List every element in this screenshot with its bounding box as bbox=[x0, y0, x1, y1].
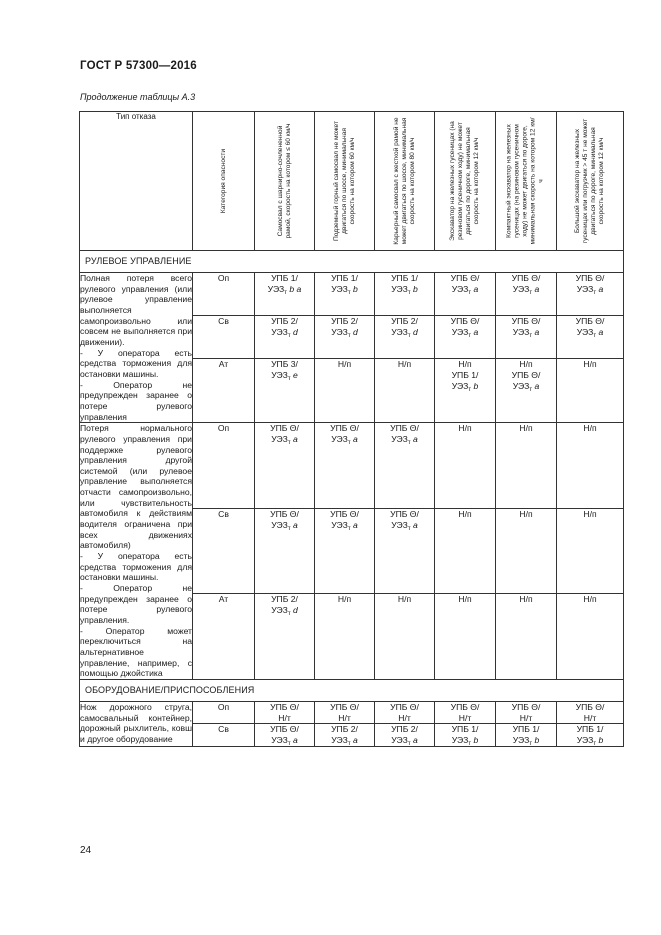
requirement-cell bbox=[255, 316, 315, 359]
table-row bbox=[80, 423, 624, 509]
cell-line: $УЭЗ_т$ b bbox=[512, 735, 540, 748]
cell-line: Н/т bbox=[398, 712, 411, 723]
cell-line: $УЭЗ_т$ b bbox=[451, 380, 479, 393]
cell-line: УПБ Θ/ bbox=[450, 701, 480, 712]
cell-line: УПБ Θ/ bbox=[511, 273, 541, 283]
cell-line: Н/т bbox=[278, 712, 291, 723]
integrity-code: d bbox=[350, 326, 358, 337]
cell-line: $УЭЗ_т$ b bbox=[331, 283, 358, 296]
hazard-category: Оп bbox=[193, 701, 255, 723]
integrity-code: b bbox=[532, 735, 540, 746]
integrity-code: a bbox=[290, 519, 298, 530]
machine-header-label: Карьерный самосвал с жесткой рамой не может двигаться по шоссе, минимальная скорость на котором 80 км/ч bbox=[392, 117, 416, 245]
requirement-cell bbox=[496, 316, 557, 359]
fault-type-header: Тип отказа bbox=[80, 112, 193, 251]
cell-line: $УЭЗ_т$ a bbox=[271, 519, 298, 532]
requirement-cell bbox=[496, 594, 557, 680]
cell-line: Н/п bbox=[519, 508, 533, 519]
requirement-cell bbox=[255, 508, 315, 594]
cell-line: УПБ 3/ bbox=[271, 359, 298, 370]
requirement-cell bbox=[435, 724, 496, 746]
cell-line: УПБ 2/ bbox=[271, 594, 298, 605]
hazard-category: Ат bbox=[193, 594, 255, 680]
cell-line: Н/п bbox=[519, 359, 533, 370]
machine-header-3 bbox=[375, 112, 435, 251]
cell-line: $УЭЗ_т$ d bbox=[271, 605, 298, 618]
cell-line: УПБ Θ/ bbox=[390, 701, 419, 712]
requirement-cell bbox=[375, 273, 435, 316]
machine-header-label: Экскаватор на железных гусеницах (на резиновом гусеничном ходу) не может двигаться по дороге, минимальная скорость на котором 12 км/ч bbox=[448, 121, 481, 241]
document-header: ГОСТ Р 57300—2016 bbox=[80, 60, 197, 72]
requirement-cell bbox=[557, 359, 624, 423]
machine-header-label: Большой экскаватор на железных гусеницах или погрузчик > 45 т не может двигаться по дороге, минимальная скорость на котором 12 км/ч bbox=[573, 118, 606, 244]
requirement-cell bbox=[435, 594, 496, 680]
requirement-cell bbox=[315, 423, 375, 509]
cell-line: УПБ Θ/ bbox=[270, 423, 299, 434]
machine-header-4 bbox=[435, 112, 496, 251]
requirement-cell bbox=[496, 359, 557, 423]
requirement-cell bbox=[375, 423, 435, 509]
cell-line: Н/п bbox=[458, 359, 472, 370]
cell-line: $УЭЗ_т$ b a bbox=[267, 283, 302, 296]
integrity-code: b bbox=[596, 735, 604, 746]
requirement-cell bbox=[496, 508, 557, 594]
cell-line: УПБ 1/ bbox=[391, 273, 418, 283]
cell-line: Н/п bbox=[458, 508, 472, 519]
cell-line: Н/п bbox=[397, 594, 412, 605]
cell-line: УПБ 2/ bbox=[331, 724, 358, 735]
table-body bbox=[80, 251, 624, 747]
requirement-cell bbox=[435, 508, 496, 594]
cell-line: УПБ Θ/ bbox=[270, 724, 299, 735]
machine-header-6 bbox=[557, 112, 624, 251]
requirement-cell bbox=[375, 724, 435, 746]
cell-line: Н/т bbox=[338, 712, 351, 723]
integrity-code: b a bbox=[286, 283, 302, 294]
cell-line: УПБ Θ/ bbox=[330, 701, 359, 712]
cell-line: УПБ 1/ bbox=[451, 724, 479, 735]
hazard-category: Оп bbox=[193, 423, 255, 509]
cell-line: Н/т bbox=[519, 712, 533, 723]
cell-line: Н/т bbox=[458, 712, 472, 723]
cell-line: $УЭЗ_т$ a bbox=[512, 380, 540, 393]
cell-line: $УЭЗ_т$ a bbox=[576, 326, 604, 339]
cell-line: $УЭЗ_т$ d bbox=[271, 326, 298, 339]
integrity-code: b bbox=[410, 283, 418, 294]
requirement-cell bbox=[435, 701, 496, 723]
cell-line: Н/п bbox=[519, 594, 533, 605]
cell-line: УПБ 1/ bbox=[451, 370, 479, 381]
requirement-cell bbox=[557, 508, 624, 594]
integrity-code: a bbox=[532, 326, 540, 337]
cell-line: УПБ Θ/ bbox=[330, 508, 359, 519]
requirement-cell bbox=[557, 423, 624, 509]
cell-line: УПБ Θ/ bbox=[511, 370, 541, 381]
integrity-code: a bbox=[290, 433, 298, 444]
integrity-code: a bbox=[410, 735, 418, 746]
integrity-code: b bbox=[471, 380, 479, 391]
integrity-code: a bbox=[596, 326, 604, 337]
cell-line: $УЭЗ_т$ a bbox=[331, 735, 358, 748]
cell-line: УПБ Θ/ bbox=[330, 423, 359, 434]
page-number: 24 bbox=[80, 845, 92, 856]
cell-line: УПБ Θ/ bbox=[450, 316, 480, 327]
cell-line: УПБ Θ/ bbox=[390, 423, 419, 434]
machine-header-label: Самосвал с шарнирно-сочлененной рамой, скорость на котором ≤ 60 км/ч bbox=[276, 123, 292, 239]
integrity-code: d bbox=[290, 605, 298, 616]
fault-description: Нож дорожного струга, самосвальный контейнер, дорожный рыхлитель, ковш и другое оборудование bbox=[80, 701, 193, 746]
cell-line: Н/п bbox=[583, 594, 597, 605]
requirement-cell bbox=[375, 594, 435, 680]
safety-requirements-table bbox=[79, 111, 624, 747]
requirement-cell bbox=[557, 594, 624, 680]
requirement-cell bbox=[255, 359, 315, 423]
cell-line: $УЭЗ_т$ e bbox=[271, 370, 298, 383]
cell-line: $УЭЗ_т$ a bbox=[331, 519, 358, 532]
cell-line: УПБ Θ/ bbox=[511, 701, 541, 712]
cell-line: Н/п bbox=[337, 359, 352, 370]
section-row bbox=[80, 251, 624, 273]
cell-line: УПБ Θ/ bbox=[270, 701, 299, 712]
cell-line: УПБ 2/ bbox=[271, 316, 298, 327]
integrity-code: d bbox=[290, 326, 298, 337]
integrity-code: a bbox=[410, 519, 418, 530]
cell-line: Н/п bbox=[337, 594, 352, 605]
cell-line: УПБ Θ/ bbox=[511, 316, 541, 327]
integrity-code: b bbox=[471, 735, 479, 746]
integrity-code: a bbox=[471, 326, 479, 337]
cell-line: $УЭЗ_т$ b bbox=[576, 735, 604, 748]
requirement-cell bbox=[557, 701, 624, 723]
cell-line: Н/п bbox=[397, 359, 412, 370]
cell-line: $УЭЗ_т$ d bbox=[391, 326, 418, 339]
cell-line: УПБ 1/ bbox=[576, 724, 604, 735]
cell-line: $УЭЗ_т$ a bbox=[451, 326, 479, 339]
cell-line: $УЭЗ_т$ a bbox=[331, 433, 358, 446]
integrity-code: a bbox=[410, 433, 418, 444]
cell-line: $УЭЗ_т$ a bbox=[512, 283, 540, 296]
cell-line: $УЭЗ_т$ a bbox=[271, 433, 298, 446]
hazard-category: Св bbox=[193, 316, 255, 359]
cell-line: УПБ Θ/ bbox=[390, 508, 419, 519]
cell-line: Н/п bbox=[583, 359, 597, 370]
machine-header-label: Компактный экскаватор на железных гусеницах (на резиновом гусеничном ходу) не может двигаться по дороге, минимальная скорость на котором 12 км/ч bbox=[505, 117, 546, 245]
requirement-cell bbox=[315, 701, 375, 723]
integrity-code: a bbox=[350, 735, 358, 746]
cell-line: $УЭЗ_т$ d bbox=[331, 326, 358, 339]
requirement-cell bbox=[496, 273, 557, 316]
integrity-code: a bbox=[350, 519, 358, 530]
cell-line: УПБ 1/ bbox=[271, 273, 298, 283]
integrity-code: e bbox=[290, 370, 298, 381]
requirement-cell bbox=[255, 724, 315, 746]
cell-line: УПБ 2/ bbox=[331, 316, 358, 327]
cell-line: УПБ Θ/ bbox=[575, 701, 605, 712]
cell-line: $УЭЗ_т$ a bbox=[576, 283, 604, 296]
requirement-cell bbox=[496, 423, 557, 509]
cell-line: УПБ 2/ bbox=[391, 316, 418, 327]
requirement-cell bbox=[315, 273, 375, 316]
cell-line: Н/п bbox=[583, 508, 597, 519]
cell-line: Н/п bbox=[458, 594, 472, 605]
cell-line: УПБ 2/ bbox=[391, 724, 418, 735]
cell-line: УПБ Θ/ bbox=[575, 316, 605, 327]
machine-header-5 bbox=[496, 112, 557, 251]
cell-line: $УЭЗ_т$ a bbox=[391, 735, 418, 748]
integrity-code: a bbox=[350, 433, 358, 444]
cell-line: Н/п bbox=[458, 423, 472, 434]
hazard-category: Оп bbox=[193, 273, 255, 316]
requirement-cell bbox=[557, 724, 624, 746]
cell-line: УПБ Θ/ bbox=[270, 508, 299, 519]
integrity-code: a bbox=[471, 283, 479, 294]
requirement-cell bbox=[435, 359, 496, 423]
cell-line: Н/п bbox=[583, 423, 597, 434]
machine-header-1 bbox=[255, 112, 315, 251]
requirement-cell bbox=[435, 273, 496, 316]
requirement-cell bbox=[315, 508, 375, 594]
requirement-cell bbox=[375, 359, 435, 423]
cell-line: УПБ 1/ bbox=[512, 724, 540, 735]
cell-line: УПБ Θ/ bbox=[575, 273, 605, 283]
integrity-code: a bbox=[532, 283, 540, 294]
cell-line: $УЭЗ_т$ a bbox=[451, 283, 479, 296]
fault-description: Потеря нормального рулевого управления при поддержке рулевого управления другой системой (или рулевое управление выполняется отчасти самопроизвольно, или чувствительность автомобиля к действиям водителя ограничена при всех движениях автомобиля) - У оператора есть средства торможения для остановки машины. - Оператор не предупрежден заранее о потере рулевого управления. - Оператор может переключиться на альтернативное управление, например, с помощью джойстика bbox=[80, 423, 192, 679]
requirement-cell bbox=[375, 701, 435, 723]
requirement-cell bbox=[255, 701, 315, 723]
requirement-cell bbox=[315, 316, 375, 359]
cell-line: $УЭЗ_т$ b bbox=[451, 735, 479, 748]
cell-line: УПБ Θ/ bbox=[450, 273, 480, 283]
integrity-code: a bbox=[532, 380, 540, 391]
hazard-category: Св bbox=[193, 724, 255, 746]
cell-line: $УЭЗ_т$ b bbox=[391, 283, 418, 296]
cell-line: $УЭЗ_т$ a bbox=[391, 519, 418, 532]
table-caption: Продолжение таблицы А.3 bbox=[80, 92, 196, 102]
cell-line: Н/т bbox=[583, 712, 597, 723]
section-row bbox=[80, 679, 624, 701]
table-header-row bbox=[80, 112, 624, 251]
requirement-cell bbox=[496, 701, 557, 723]
hazard-category-header bbox=[193, 112, 255, 251]
fault-description: Полная потеря всего рулевого управления (или рулевое управление выполняется самопроизвольно или совсем не выполняется при движении). - У оператора есть средства торможения для остановки машины. - Оператор не предупрежден заранее о потере рулевого управления bbox=[80, 273, 192, 422]
requirement-cell bbox=[255, 594, 315, 680]
requirement-cell bbox=[375, 508, 435, 594]
requirement-cell bbox=[375, 316, 435, 359]
integrity-code: a bbox=[290, 735, 298, 746]
machine-header-label: Подземный горный самосвал не может двигаться по шоссе, минимальная скорость на котором 60 км/ч bbox=[332, 120, 356, 242]
requirement-cell bbox=[557, 273, 624, 316]
hazard-category: Ат bbox=[193, 359, 255, 423]
hazard-category-header-label: Категория опасности bbox=[219, 148, 227, 214]
requirement-cell bbox=[315, 724, 375, 746]
requirement-cell bbox=[496, 724, 557, 746]
requirement-cell bbox=[315, 594, 375, 680]
requirement-cell bbox=[255, 423, 315, 509]
cell-line: $УЭЗ_т$ a bbox=[391, 433, 418, 446]
cell-line: $УЭЗ_т$ a bbox=[271, 735, 298, 748]
integrity-code: b bbox=[350, 283, 358, 294]
section-title: РУЛЕВОЕ УПРАВЛЕНИЕ bbox=[80, 251, 624, 273]
cell-line: УПБ 1/ bbox=[331, 273, 358, 283]
requirement-cell bbox=[435, 423, 496, 509]
section-title: ОБОРУДОВАНИЕ/ПРИСПОСОБЛЕНИЯ bbox=[80, 679, 624, 701]
requirement-cell bbox=[315, 359, 375, 423]
table-row bbox=[80, 701, 624, 723]
machine-header-2 bbox=[315, 112, 375, 251]
requirement-cell bbox=[435, 316, 496, 359]
integrity-code: a bbox=[596, 283, 604, 294]
cell-line: $УЭЗ_т$ a bbox=[512, 326, 540, 339]
integrity-code: d bbox=[410, 326, 418, 337]
hazard-category: Св bbox=[193, 508, 255, 594]
requirement-cell bbox=[557, 316, 624, 359]
cell-line: Н/п bbox=[519, 423, 533, 434]
table-row bbox=[80, 273, 624, 316]
requirement-cell bbox=[255, 273, 315, 316]
